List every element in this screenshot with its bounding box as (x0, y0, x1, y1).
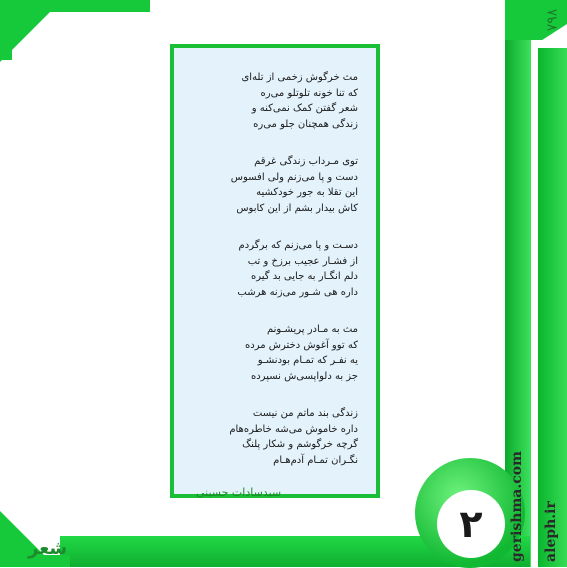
poem-line: دلم انگـار به جایی بد گیره (251, 271, 358, 282)
poem-line: داره خاموش می‌شه خاطره‌هام (229, 423, 358, 435)
section-category: شعر (28, 538, 68, 559)
poem-line: شعر گفتن کمک نمی‌کنه و (251, 103, 358, 114)
site-url-gerishma: gerishma.com (509, 451, 525, 562)
poem-line: توی مـرداب زندگی غرقم (254, 156, 358, 167)
poem-line: این تقلا به جور خودکشیه (256, 187, 358, 198)
poem-stanza (174, 406, 358, 468)
poem-line: گرچه خرگوشم و شکار پلنگ (242, 439, 358, 450)
poem-stanza (174, 238, 358, 300)
poem-stanza (174, 70, 358, 132)
top-left-corner-decoration (0, 0, 62, 62)
poem-line: مث به مـادر پریشـونم (266, 324, 358, 335)
poem-line: یه نفـر که تمـام بودنشـو (257, 355, 358, 366)
poem-line: زندگی همچنان جلو می‌ره (253, 118, 358, 130)
page-number: ۲ (437, 490, 505, 558)
site-url-aleph: aleph.ir (543, 501, 559, 562)
poem-panel (170, 44, 380, 498)
poem-line: کاش بیدار بشم از این کابوس (236, 202, 358, 214)
poem-line: که تنا خونه تلوتلو می‌ره (260, 87, 358, 99)
poem-line: جز به دلواپسی‌ش نسپرده (250, 370, 358, 382)
poem-stanza (174, 322, 358, 384)
poem-line: از فشـار عجیب برزخ و تب (247, 255, 358, 267)
poem-author: سیدسادات حسینی (196, 486, 282, 499)
poem-body (174, 70, 358, 490)
poem-line: دست و پا می‌زنم ولی افسوس (230, 171, 358, 183)
poem-line: داره هی شـور می‌زنه هرشب (237, 286, 358, 298)
poem-line: که توو آغوش دخترش مرده (245, 339, 358, 351)
poem-line: زندگی بند ماتم من نیست (252, 408, 358, 419)
page-number-top: ۷۹۸ (544, 8, 561, 32)
poem-line: مث خرگوش زخمی از تله‌ای (241, 72, 358, 83)
poem-line: نگـران تمـام آدم‌هـام (273, 454, 358, 466)
right-frame-strip-outer (538, 48, 567, 567)
poem-line: دسـت و پا می‌زنم که برگردم (238, 240, 358, 251)
poem-stanza (174, 154, 358, 216)
